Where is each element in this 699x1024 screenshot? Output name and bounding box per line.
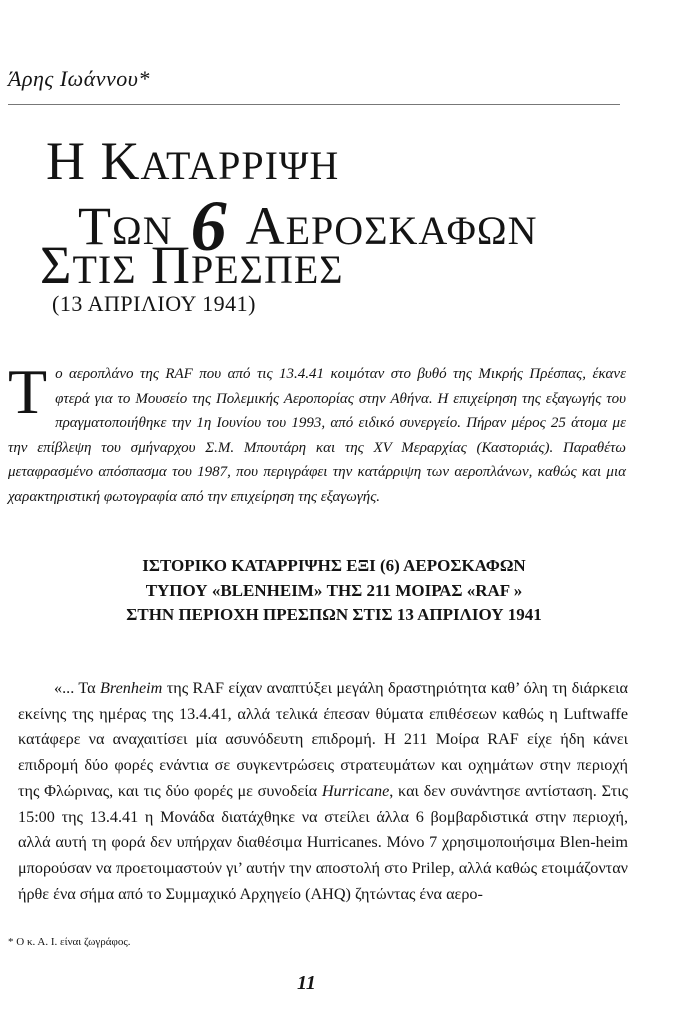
title-line-3: ΣΤΙΣ ΠΡΕΣΠΕΣ — [40, 235, 344, 295]
title-date: (13 ΑΠΡΙΛΙΟΥ 1941) — [52, 291, 256, 316]
intro-paragraph — [8, 356, 626, 510]
footnote: * Ο κ. Α. Ι. είναι ζωγράφος. — [8, 936, 131, 948]
section-heading — [8, 554, 660, 628]
heading-line-3: ΣΤΗΝ ΠΕΡΙΟΧΗ ΠΡΕΣΠΩΝ ΣΤΙΣ 13 ΑΠΡΙΛΙΟΥ 1941 — [126, 605, 542, 624]
title-line-2: ΤΩΝ 6 ΑΕΡΟΣΚΑΦΩΝ — [78, 186, 538, 266]
body-paragraph: «... Τα Brenheim της RAF είχαν αναπτύξει μεγάλη δραστηριότητα καθ’ όλη τη διάρκεια εκείνης της ημέρας της 13.4.41, αλλά τελικά έπεσαν θύματα επιθέσεων καθώς η Luftwaffe κατάφερε να αναχαιτίσει μία ασυνόδευτη επιδρομή. Η 211 Μοίρα RAF είχε ήδη κάνει επιδρομή δύο φορές ενάντια σε συγκεντρώσεις στρατευμάτων και οχημάτων στην περιοχή της Φλώρινας, και τις δύο φορές με συνοδεία Hurricane, και δεν συνάντησε αντίσταση. Στις 15:00 της 13.4.41 η Μονάδα διατάχθηκε να στείλει άλλα 6 βομβαρδιστικά στην περιοχή, αλλά αυτή τη φορά δεν υπήρχαν διαθέσιμα Hurricanes. Μόνο 7 χρησιμοποιήσιμα Blen-heim μπορούσαν να προετοιμαστούν γι’ αυτήν την αποστολή στο Prilep, αλλά καθώς ετοιμάζονταν ήρθε ένα σήμα από το Συμμαχικό Αρχηγείο (AHQ) ζητώντας ένα αερο- — [18, 679, 628, 903]
heading-line-1: ΙΣΤΟΡΙΚΟ ΚΑΤΑΡΡΙΨΗΣ ΕΞΙ (6) ΑΕΡΟΣΚΑΦΩΝ — [142, 556, 526, 575]
title-number: 6 — [190, 186, 228, 266]
author-name: Άρης Ιωάννου* — [8, 66, 150, 91]
intro-text: ο αεροπλάνο της RAF που από τις 13.4.41 κοιμόταν στο βυθό της Μικρής Πρέσπας, έκανε φτερά για το Μουσείο της Πολεμικής Αεροπορίας στην Αθήνα. Η επιχείρηση της εξαγωγής του πραγματοποιήθηκε την 1η Ιουνίου του 1993, από ειδικό συνεργείο. Πήραν μέρος 25 άτομα με την επίβλεψη του σμήναρχου Σ.Μ. Μπουτάρη και της XV Μεραρχίας (Καστοριάς). Παραθέτω μεταφρασμένο απόσπασμα του 1987, που περιγράφει την κατάρριψη των αεροπλάνων, καθώς και μια χαρακτηριστική φωτογραφία από την επιχείρηση της εξαγωγής. — [8, 366, 626, 505]
header-rule — [8, 104, 620, 105]
drop-cap: Τ — [8, 356, 48, 427]
title-line-1: Η ΚΑΤΑΡΡΙΨΗ — [46, 131, 340, 191]
page-number: 11 — [297, 972, 316, 994]
heading-line-2: ΤΥΠΟΥ «BLENHEIM» ΤΗΣ 211 ΜΟΙΡΑΣ «RAF » — [145, 580, 523, 600]
